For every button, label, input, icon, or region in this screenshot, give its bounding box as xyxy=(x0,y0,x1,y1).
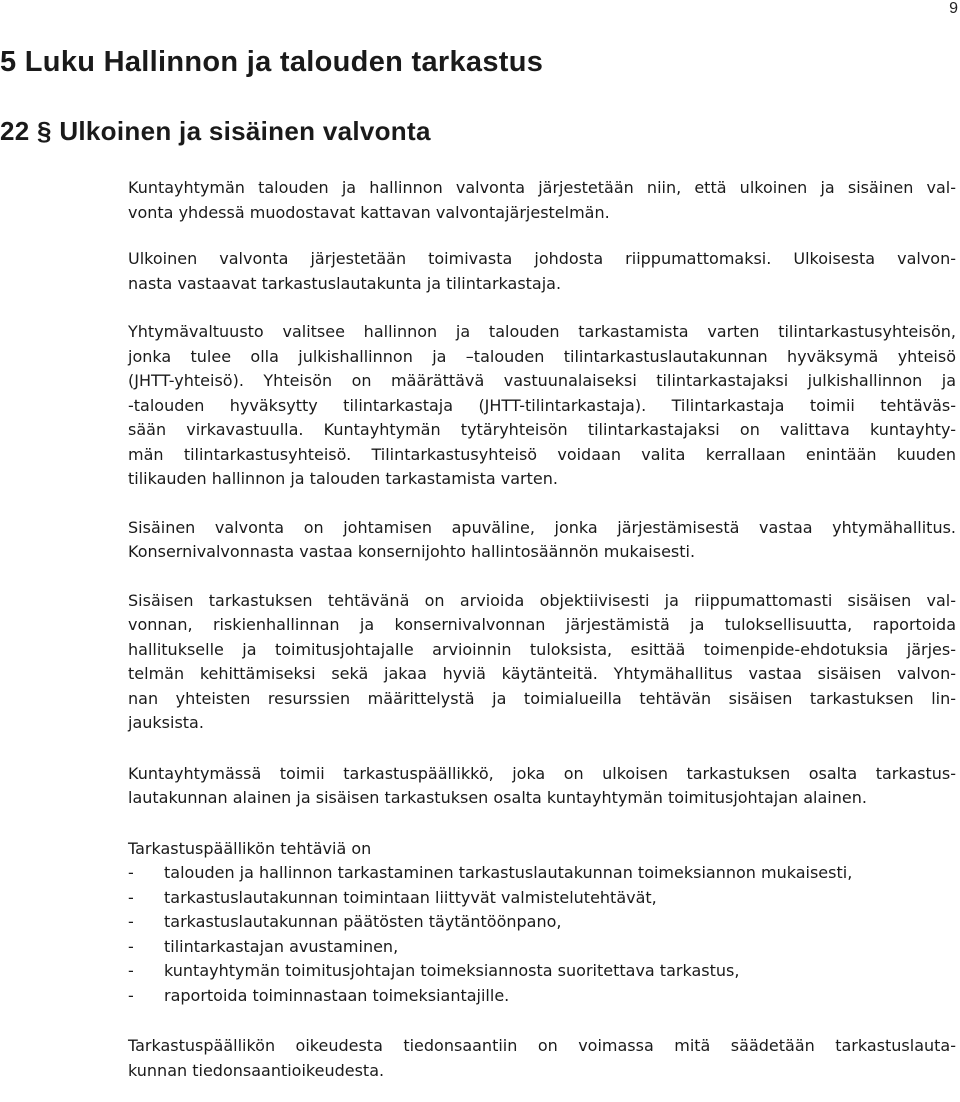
list-item xyxy=(128,861,956,886)
text-line: vonta yhdessä muodostavat kattavan valvontajärjestelmän. xyxy=(128,202,610,222)
paragraph-tarkastuspaallikko xyxy=(128,762,956,811)
list-item-text: tarkastuslautakunnan toimintaan liittyvät valmistelutehtävät, xyxy=(164,887,657,907)
text-line: Tarkastuspäällikön tehtäviä on xyxy=(128,838,372,858)
text-line: vonnan, riskienhallinnan ja konsernivalvonnan järjestämistä ja tuloksellisuutta, raportoida xyxy=(128,615,956,634)
text-line: telmän kehittämiseksi sekä jakaa hyviä käytänteitä. Yhtymähallitus vastaa sisäisen valvon- xyxy=(128,664,956,683)
list-bullet: - xyxy=(128,863,134,882)
paragraph-sisainen-tarkastus xyxy=(128,589,956,736)
paragraph-sisainen-valvonta xyxy=(128,516,956,565)
text-line: Kuntayhtymän talouden ja hallinnon valvonta järjestetään niin, että ulkoinen ja sisäinen val- xyxy=(128,178,956,197)
list-bullet: - xyxy=(128,887,134,907)
chapter-title: 5 Luku Hallinnon ja talouden tarkastus xyxy=(0,46,544,78)
text-line: Tarkastuspäällikön oikeudesta tiedonsaantiin on voimassa mitä säädetään tarkastuslauta- xyxy=(128,1036,956,1055)
paragraph-valvonta-intro xyxy=(128,176,956,225)
text-line: Ulkoinen valvonta järjestetään toimivasta johdosta riippumattomaksi. Ulkoisesta valvon- xyxy=(128,249,956,268)
list-item-text: talouden ja hallinnon tarkastaminen tarkastuslautakunnan toimeksiannon mukaisesti, xyxy=(164,863,853,882)
list-item xyxy=(128,910,956,935)
page-number: 9 xyxy=(949,0,958,17)
list-item xyxy=(128,935,956,960)
text-line: lautakunnan alainen ja sisäisen tarkastuksen osalta kuntayhtymän toimitusjohtajan alainen. xyxy=(128,788,867,807)
text-line: nan yhteisten resurssien määrittelystä ja toimialueilla tehtävän sisäisen tarkastuksen lin- xyxy=(128,688,956,708)
text-line: jauksista. xyxy=(128,713,204,732)
text-line: sään virkavastuulla. Kuntayhtymän tytäryhteisön tilintarkastajaksi on valittava kuntayhty- xyxy=(128,420,956,439)
list-item-text: kuntayhtymän toimitusjohtajan toimeksiannosta suoritettava tarkastus, xyxy=(164,961,740,980)
text-line: -talouden hyväksytty tilintarkastaja (JHTT-tilintarkastaja). Tilintarkastaja toimii tehtäväs- xyxy=(128,395,956,415)
text-line: Konsernivalvonnasta vastaa konsernijohto hallintosäännön mukaisesti. xyxy=(128,542,696,561)
list-bullet: - xyxy=(128,961,134,980)
paragraph-tehtavat-intro xyxy=(128,837,956,862)
text-line: nasta vastaavat tarkastuslautakunta ja tilintarkastaja. xyxy=(128,273,562,293)
list-bullet: - xyxy=(128,912,134,931)
text-line: Sisäisen tarkastuksen tehtävänä on arvioida objektiivisesti ja riippumattomasti sisäisen val- xyxy=(128,590,956,610)
list-item xyxy=(128,959,956,984)
list-item-text: tilintarkastajan avustaminen, xyxy=(164,936,399,956)
paragraph-tilintarkastaja xyxy=(128,320,956,492)
list-bullet: - xyxy=(128,936,134,956)
text-line: (JHTT-yhteisö). Yhteisön on määrättävä vastuunalaiseksi tilintarkastajaksi julkishallinnon ja xyxy=(128,371,956,390)
text-line: kunnan tiedonsaantioikeudesta. xyxy=(128,1060,385,1080)
text-line: män tilintarkastusyhteisö. Tilintarkastusyhteisö voidaan valita kerrallaan enintään kuuden xyxy=(128,444,956,464)
text-line: hallitukselle ja toimitusjohtajalle arvioinnin tuloksista, esittää toimenpide-ehdotuksia järjes- xyxy=(128,639,956,659)
text-line: tilikauden hallinnon ja talouden tarkastamista varten. xyxy=(128,469,558,488)
duties-list xyxy=(128,861,956,1008)
list-item xyxy=(128,984,956,1009)
list-item xyxy=(128,886,956,911)
document-body xyxy=(128,176,956,1083)
paragraph-ulkoinen-valvonta xyxy=(128,247,956,296)
text-line: Yhtymävaltuusto valitsee hallinnon ja talouden tarkastamista varten tilintarkastusyhteisön, xyxy=(128,322,956,341)
text-line: jonka tulee olla julkishallinnon ja –talouden tilintarkastuslautakunnan hyväksymä yhteisö xyxy=(128,346,956,366)
list-item-text: raportoida toiminnastaan toimeksiantajille. xyxy=(164,985,510,1005)
section-title: 22 § Ulkoinen ja sisäinen valvonta xyxy=(0,116,431,146)
paragraph-tiedonsaanti xyxy=(128,1034,956,1083)
list-bullet: - xyxy=(128,985,134,1005)
text-line: Sisäinen valvonta on johtamisen apuväline, jonka järjestämisestä vastaa yhtymähallitus. xyxy=(128,517,956,537)
text-line: Kuntayhtymässä toimii tarkastuspäällikkö, joka on ulkoisen tarkastuksen osalta tarkastus- xyxy=(128,763,956,783)
list-item-text: tarkastuslautakunnan päätösten täytäntöönpano, xyxy=(164,912,562,931)
